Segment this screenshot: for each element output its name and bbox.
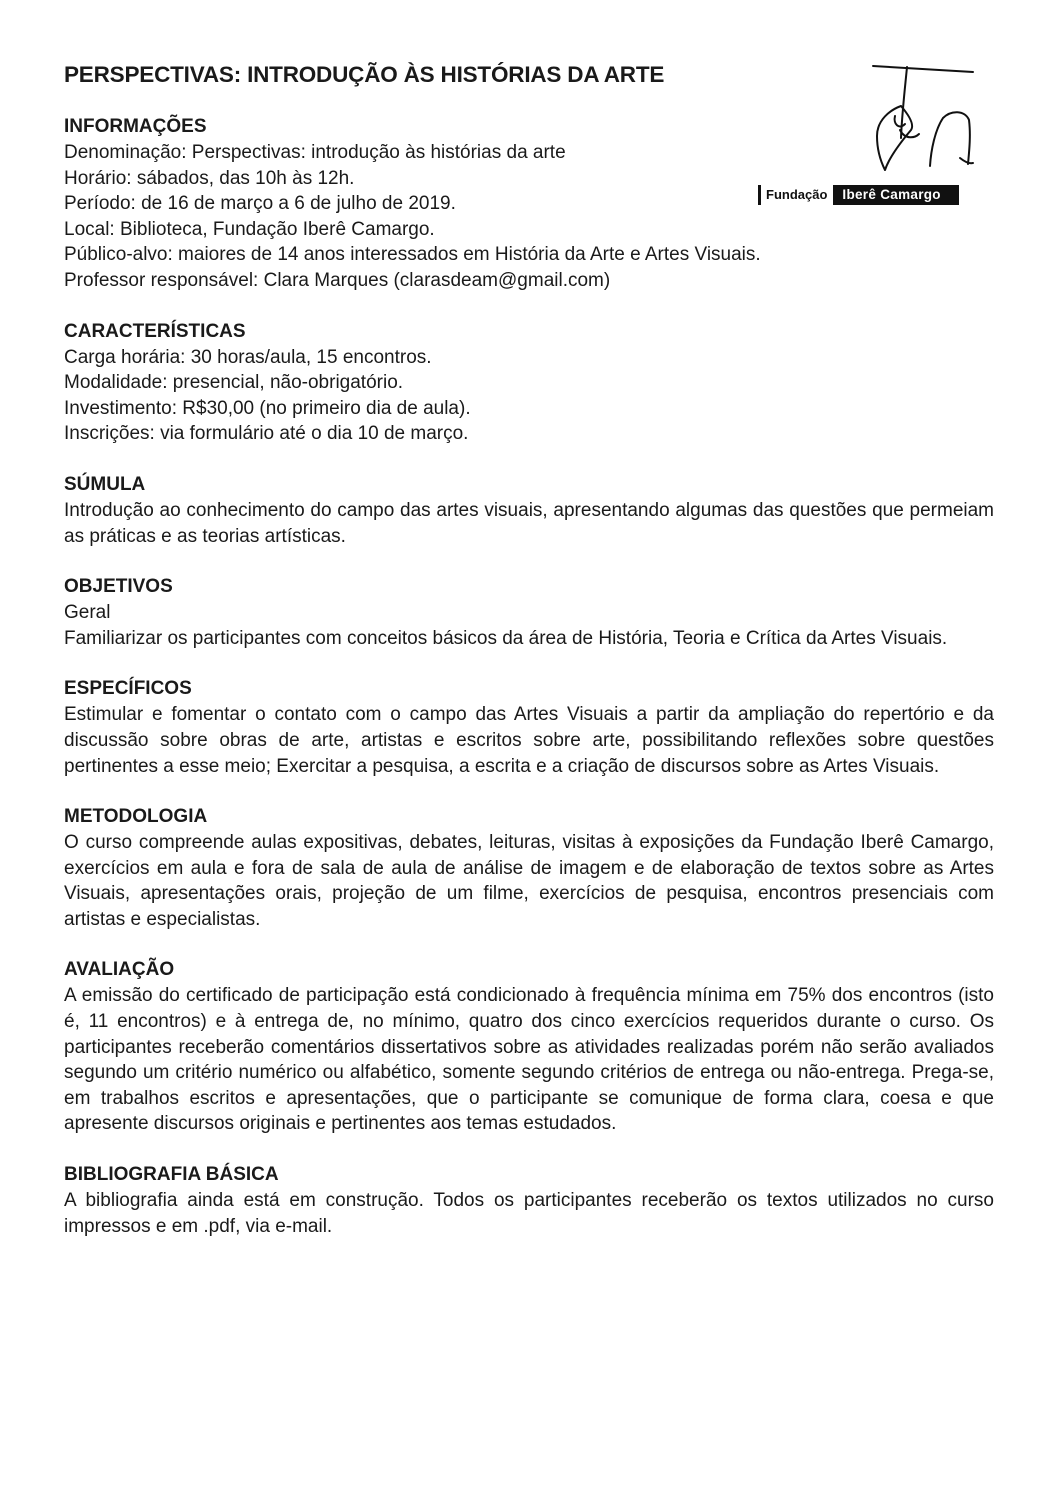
logo-word-fundacao: Fundação	[761, 185, 833, 205]
section-informacoes	[64, 114, 994, 294]
section-especificos	[64, 676, 994, 779]
section-heading: AVALIAÇÃO	[64, 959, 175, 981]
caract-line-carga-horaria: Carga horária: 30 horas/aula, 15 encontros.	[64, 346, 432, 368]
document-page	[64, 60, 994, 1264]
objetivos-text: Familiarizar os participantes com conceitos básicos da área de História, Teoria e Crítica da Artes Visuais.	[64, 627, 948, 649]
section-avaliacao	[64, 957, 994, 1137]
info-line-local: Local: Biblioteca, Fundação Iberê Camargo.	[64, 218, 435, 240]
section-heading: SÚMULA	[64, 473, 146, 495]
especificos-text: Estimular e fomentar o contato com o campo das Artes Visuais a partir da ampliação do repertório e da discussão sobre obras de arte, artistas e escritos sobre arte, possibilitando reflexões sobre questões pertinentes a esse meio; Exercitar a pesquisa, a escrita e a criação de discursos sobre as Artes Visuais.	[64, 704, 994, 777]
section-metodologia	[64, 804, 994, 932]
caract-line-modalidade: Modalidade: presencial, não-obrigatório.	[64, 372, 404, 394]
info-line-horario: Horário: sábados, das 10h às 12h.	[64, 167, 355, 189]
section-bibliografia	[64, 1162, 994, 1239]
document-title: PERSPECTIVAS: INTRODUÇÃO ÀS HISTÓRIAS DA ARTE	[64, 62, 665, 87]
metodologia-text: O curso compreende aulas expositivas, debates, leituras, visitas à exposições da Fundação Iberê Camargo, exercícios em aula e fora de sala de aula de análise de imagem e de elaboração de textos sobre as Artes Visuais, apresentações orais, projeção de um filme, exercícios de pesquisa, encontros presenciais com artistas e especialistas.	[64, 832, 994, 930]
info-line-denominacao: Denominação: Perspectivas: introdução às histórias da arte	[64, 142, 566, 163]
section-heading: BIBLIOGRAFIA BÁSICA	[64, 1164, 279, 1186]
info-line-publico-alvo: Público-alvo: maiores de 14 anos interessados em História da Arte e Artes Visuais.	[64, 244, 761, 266]
info-line-periodo: Período: de 16 de março a 6 de julho de 2019.	[64, 193, 456, 215]
section-heading: METODOLOGIA	[64, 806, 208, 828]
section-sumula	[64, 472, 994, 549]
section-objetivos	[64, 574, 994, 651]
section-heading: OBJETIVOS	[64, 576, 173, 598]
objetivos-subheading: Geral	[64, 602, 111, 624]
sumula-text: Introdução ao conhecimento do campo das artes visuais, apresentando algumas das questões que permeiam as práticas e as teorias artísticas.	[64, 499, 994, 547]
caract-line-investimento: Investimento: R$30,00 (no primeiro dia de aula).	[64, 397, 471, 419]
section-heading: CARACTERÍSTICAS	[64, 320, 246, 342]
info-line-professor: Professor responsável: Clara Marques (clarasdeam@gmail.com)	[64, 269, 611, 291]
logo-word-ibere-camargo: Iberê Camargo	[833, 185, 958, 205]
section-caracteristicas	[64, 319, 994, 447]
section-heading: ESPECÍFICOS	[64, 678, 192, 700]
bibliografia-text: A bibliografia ainda está em construção. Todos os participantes receberão os textos utilizados no curso impressos e em .pdf, via e-mail.	[64, 1190, 994, 1237]
avaliacao-text: A emissão do certificado de participação está condicionado à frequência mínima em 75% dos encontros (isto é, 11 encontros) e à entrega de, no mínimo, quatro dos cinco exercícios requeridos durante o curso. Os participantes receberão comentários dissertativos sobre as atividades realizadas porém não serão avaliados segundo um critério numérico ou alfabético, somente segundo critérios de entrega ou não-entrega. Prega-se, em trabalhos escritos e apresentações, que o participante se comunique de forma clara, coesa e que apresente discursos originais e pertinentes aos temas estudados.	[64, 985, 994, 1135]
section-heading: INFORMAÇÕES	[64, 116, 207, 137]
caract-line-inscricoes: Inscrições: via formulário até o dia 10 de março.	[64, 423, 469, 445]
